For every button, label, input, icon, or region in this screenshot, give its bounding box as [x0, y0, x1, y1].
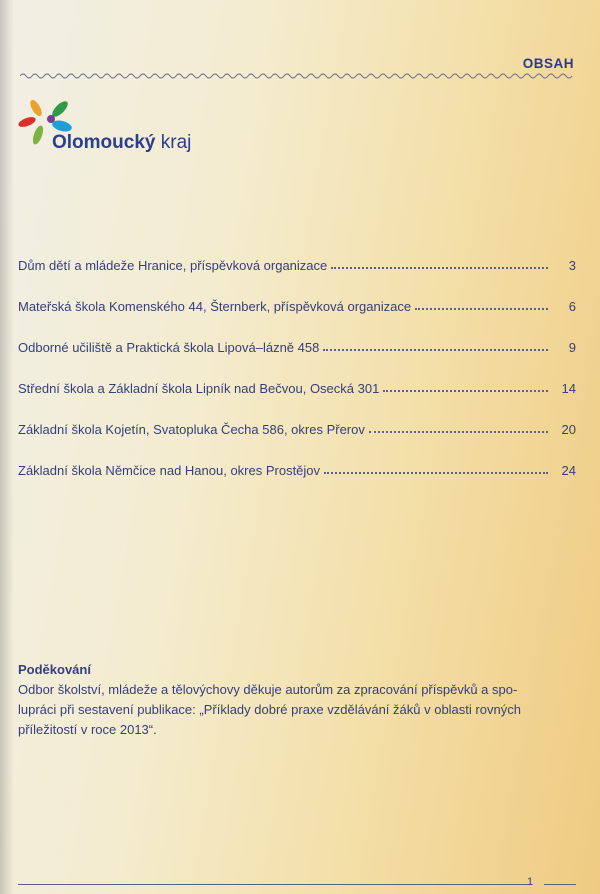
logo-brand-regular: kraj [160, 132, 192, 153]
toc-entry[interactable] [18, 273, 576, 314]
toc-dot-leader [324, 471, 548, 474]
toc-entry-title: Dům dětí a mládeže Hranice, příspěvková organizace [18, 258, 328, 273]
toc-dot-leader [323, 348, 548, 351]
page-edge-shadow [0, 0, 14, 894]
toc-entry[interactable] [18, 437, 576, 478]
toc-entry[interactable] [18, 314, 576, 355]
toc-entry-page: 6 [568, 299, 576, 314]
toc-entry[interactable] [18, 355, 576, 396]
toc-entry-page: 9 [568, 340, 576, 355]
acknowledgement-text-line: Odbor školství, mládeže a tělovýchovy děkuje autorům za zpracování příspěvků a spo- [18, 682, 518, 697]
table-of-contents [18, 232, 576, 478]
toc-entry-page: 20 [561, 422, 576, 437]
acknowledgement-title: Poděkování [18, 662, 91, 677]
footer-rule [18, 884, 528, 885]
acknowledgement-text-line: příležitostí v roce 2013“. [18, 722, 157, 737]
toc-entry-title: Základní škola Němčice nad Hanou, okres Prostějov [18, 463, 321, 478]
toc-dot-leader [383, 389, 548, 392]
toc-entry[interactable] [18, 232, 576, 273]
toc-entry[interactable] [18, 396, 576, 437]
section-label: OBSAH [522, 56, 574, 71]
toc-entry-title: Střední škola a Základní škola Lipník nad Bečvou, Osecká 301 [18, 381, 380, 396]
toc-dot-leader [331, 266, 548, 269]
acknowledgement-text-line: lupráci při sestavení publikace: „Příklady dobré praxe vzdělávání žáků v oblasti rovných [18, 702, 521, 717]
footer-rule-right [544, 884, 576, 885]
toc-entry-page: 24 [561, 463, 576, 478]
acknowledgement-section [18, 660, 578, 740]
wavy-divider [20, 72, 575, 80]
page-number: 1 [527, 876, 534, 888]
logo-brand-bold: Olomoucký [52, 132, 156, 153]
toc-dot-leader [415, 307, 548, 310]
toc-dot-leader [369, 430, 548, 433]
toc-entry-page: 3 [568, 258, 576, 273]
toc-entry-title: Mateřská škola Komenského 44, Šternberk, příspěvková organizace [18, 299, 412, 314]
toc-entry-title: Odborné učiliště a Praktická škola Lipová–lázně 458 [18, 340, 320, 355]
logo-wordmark [52, 132, 191, 154]
toc-entry-title: Základní škola Kojetín, Svatopluka Čecha 586, okres Přerov [18, 422, 365, 437]
toc-entry-page: 14 [561, 381, 576, 396]
